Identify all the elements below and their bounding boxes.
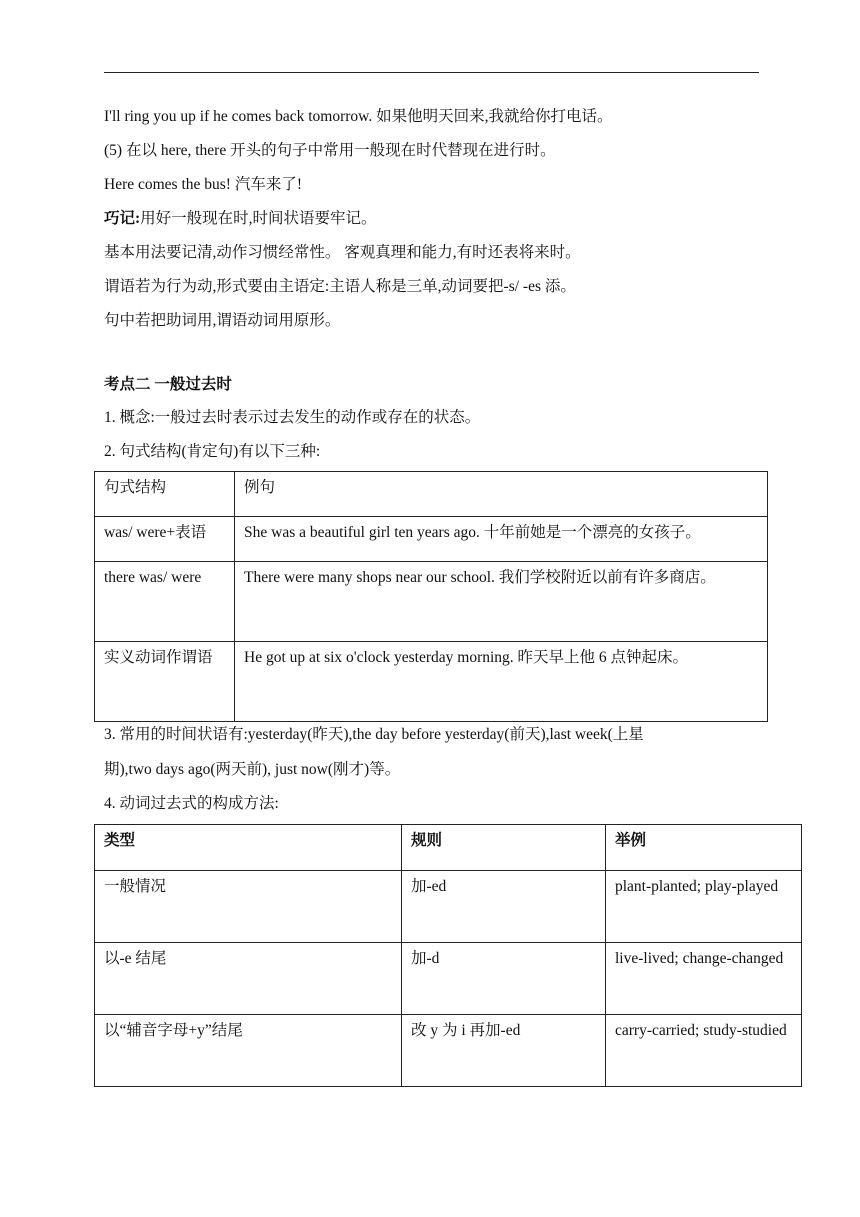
table-cell: 以“辅音字母+y”结尾 xyxy=(95,1015,402,1087)
time-adverbials-line-2: 期),two days ago(两天前), just now(刚才)等。 xyxy=(104,761,401,778)
past-tense-formation-intro: 4. 动词过去式的构成方法: xyxy=(104,795,279,812)
table-row xyxy=(95,871,802,943)
table-cell: He got up at six o'clock yesterday morning. 昨天早上他 6 点钟起床。 xyxy=(235,642,768,722)
table-header-row xyxy=(95,825,802,871)
past-tense-formation-table xyxy=(94,824,802,1087)
table-header-row xyxy=(95,472,768,517)
table-cell: 一般情况 xyxy=(95,871,402,943)
sentence-structure-table xyxy=(94,471,768,722)
concept-paragraph: 1. 概念:一般过去时表示过去发生的动作或存在的状态。 xyxy=(104,409,481,426)
mnemonic-label: 巧记: xyxy=(104,210,141,227)
table-row xyxy=(95,943,802,1015)
table-row xyxy=(95,1015,802,1087)
section-title: 考点二 一般过去时 xyxy=(104,376,232,393)
table-cell: was/ were+表语 xyxy=(95,517,235,562)
table-cell: live-lived; change-changed xyxy=(606,943,802,1015)
header-cell: 例句 xyxy=(235,472,768,517)
mnemonic-text: 用好一般现在时,时间状语要牢记。 xyxy=(140,210,377,227)
table-cell: carry-carried; study-studied xyxy=(606,1015,802,1087)
table-cell: 实义动词作谓语 xyxy=(95,642,235,722)
mnemonic-line-4: 句中若把助词用,谓语动词用原形。 xyxy=(104,312,341,329)
header-cell: 举例 xyxy=(606,825,802,871)
mnemonic-line-3: 谓语若为行为动,形式要由主语定:主语人称是三单,动词要把-s/ -es 添。 xyxy=(104,278,576,295)
table-cell: She was a beautiful girl ten years ago. 十年前她是一个漂亮的女孩子。 xyxy=(235,517,768,562)
table-row xyxy=(95,517,768,562)
structure-intro: 2. 句式结构(肯定句)有以下三种: xyxy=(104,443,321,460)
example-sentence-bus: Here comes the bus! 汽车来了! xyxy=(104,176,303,193)
table-cell: there was/ were xyxy=(95,562,235,642)
table-cell: 以-e 结尾 xyxy=(95,943,402,1015)
header-cell: 句式结构 xyxy=(95,472,235,517)
header-rule xyxy=(104,72,759,73)
rule-5-text: (5) 在以 here, there 开头的句子中常用一般现在时代替现在进行时。 xyxy=(104,142,556,159)
mnemonic-line xyxy=(104,206,377,228)
time-adverbials-line-1: 3. 常用的时间状语有:yesterday(昨天),the day before yesterday(前天),last week(上星 xyxy=(104,726,644,743)
table-cell: 改 y 为 i 再加-ed xyxy=(402,1015,606,1087)
table-row xyxy=(95,562,768,642)
table-cell: There were many shops near our school. 我们学校附近以前有许多商店。 xyxy=(235,562,768,642)
header-cell: 规则 xyxy=(402,825,606,871)
table-cell: 加-ed xyxy=(402,871,606,943)
mnemonic-line-2: 基本用法要记清,动作习惯经常性。 客观真理和能力,有时还表将来时。 xyxy=(104,244,581,261)
table-cell: plant-planted; play-played xyxy=(606,871,802,943)
example-sentence-ring: I'll ring you up if he comes back tomorrow. 如果他明天回来,我就给你打电话。 xyxy=(104,108,613,125)
table-row xyxy=(95,642,768,722)
table-cell: 加-d xyxy=(402,943,606,1015)
header-cell: 类型 xyxy=(95,825,402,871)
